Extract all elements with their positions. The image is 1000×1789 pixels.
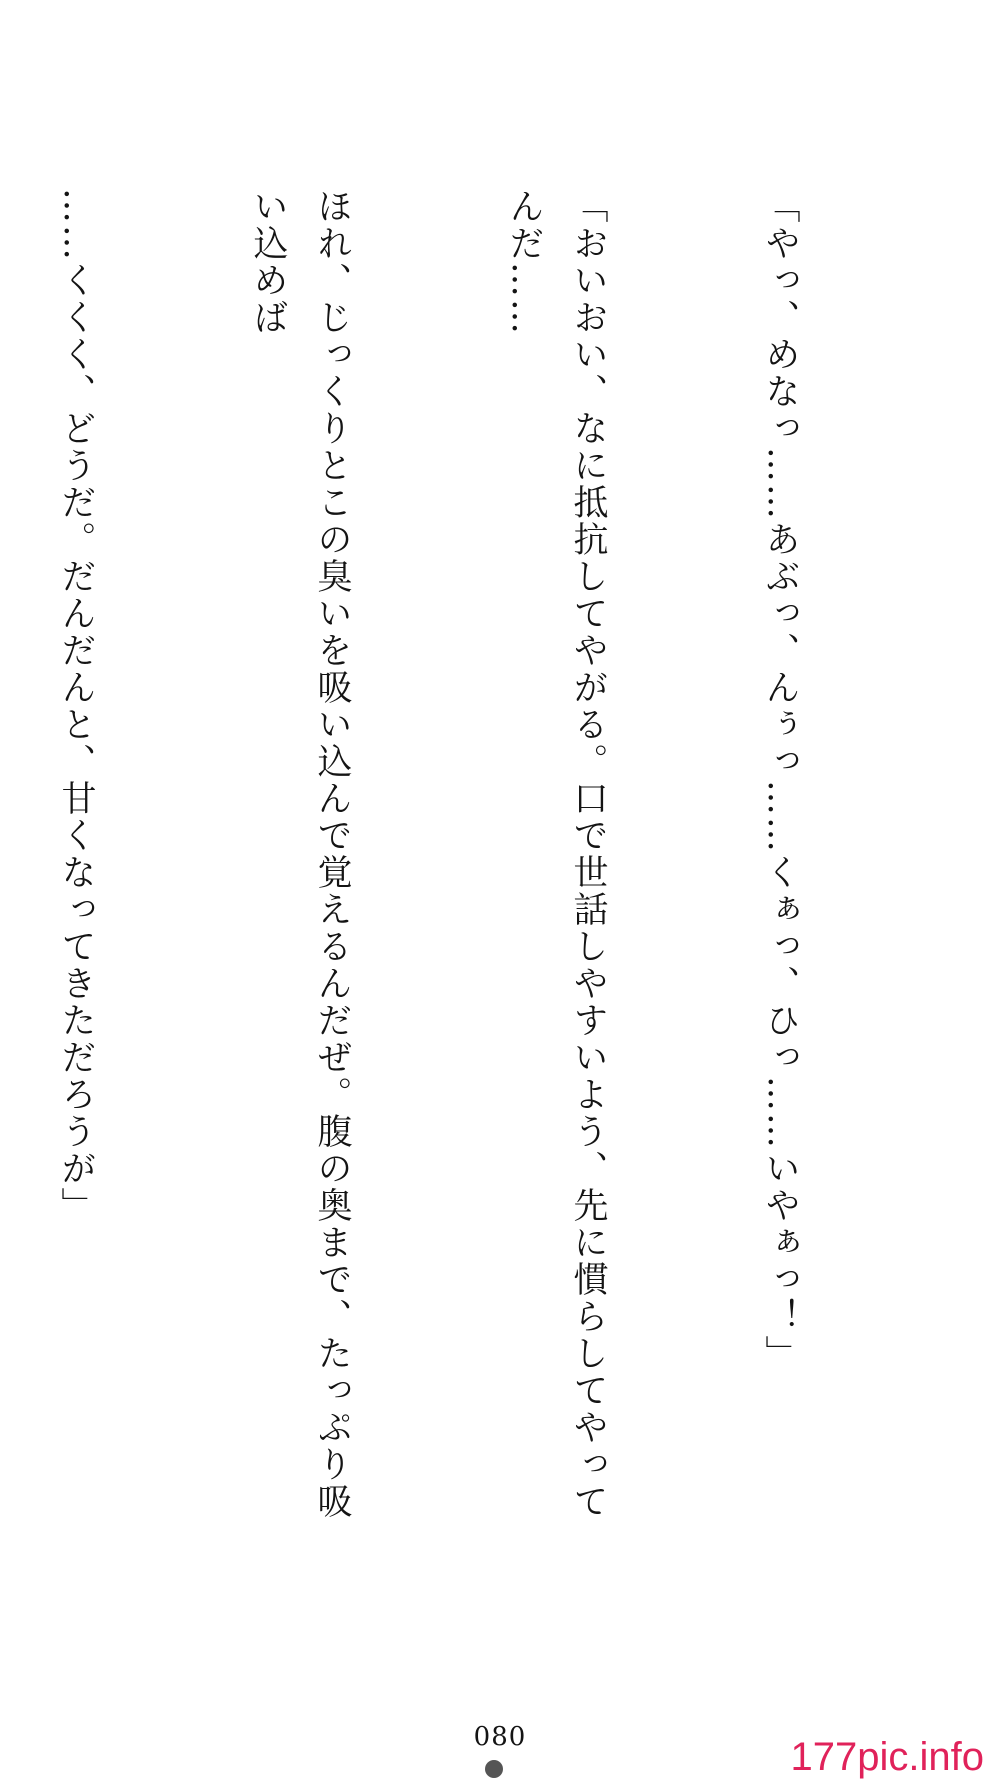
- text-column: ほれ、じっくりとこの臭いを吸い込んで覚えるんだぜ。腹の奥まで、たっぷり吸い込めば: [248, 188, 352, 1520]
- vertical-text-body: [40, 188, 940, 1528]
- page-number: 080: [473, 1722, 527, 1752]
- watermark-text: 177pic.info: [790, 1735, 984, 1779]
- text-column: ……くくく、どうだ。だんだんと、甘くなってきただろうが」: [56, 188, 96, 1224]
- text-column: 「おいおい、なに抵抗してやがる。口で世話しやすいよう、先に慣らしてやってんだ……: [504, 188, 608, 1520]
- text-column: 「やっ、めなっ……あぶっ、んぅっ……くぁっ、ひっ……いやぁっ！」: [760, 188, 800, 1372]
- page-ornament-dot: [485, 1760, 503, 1778]
